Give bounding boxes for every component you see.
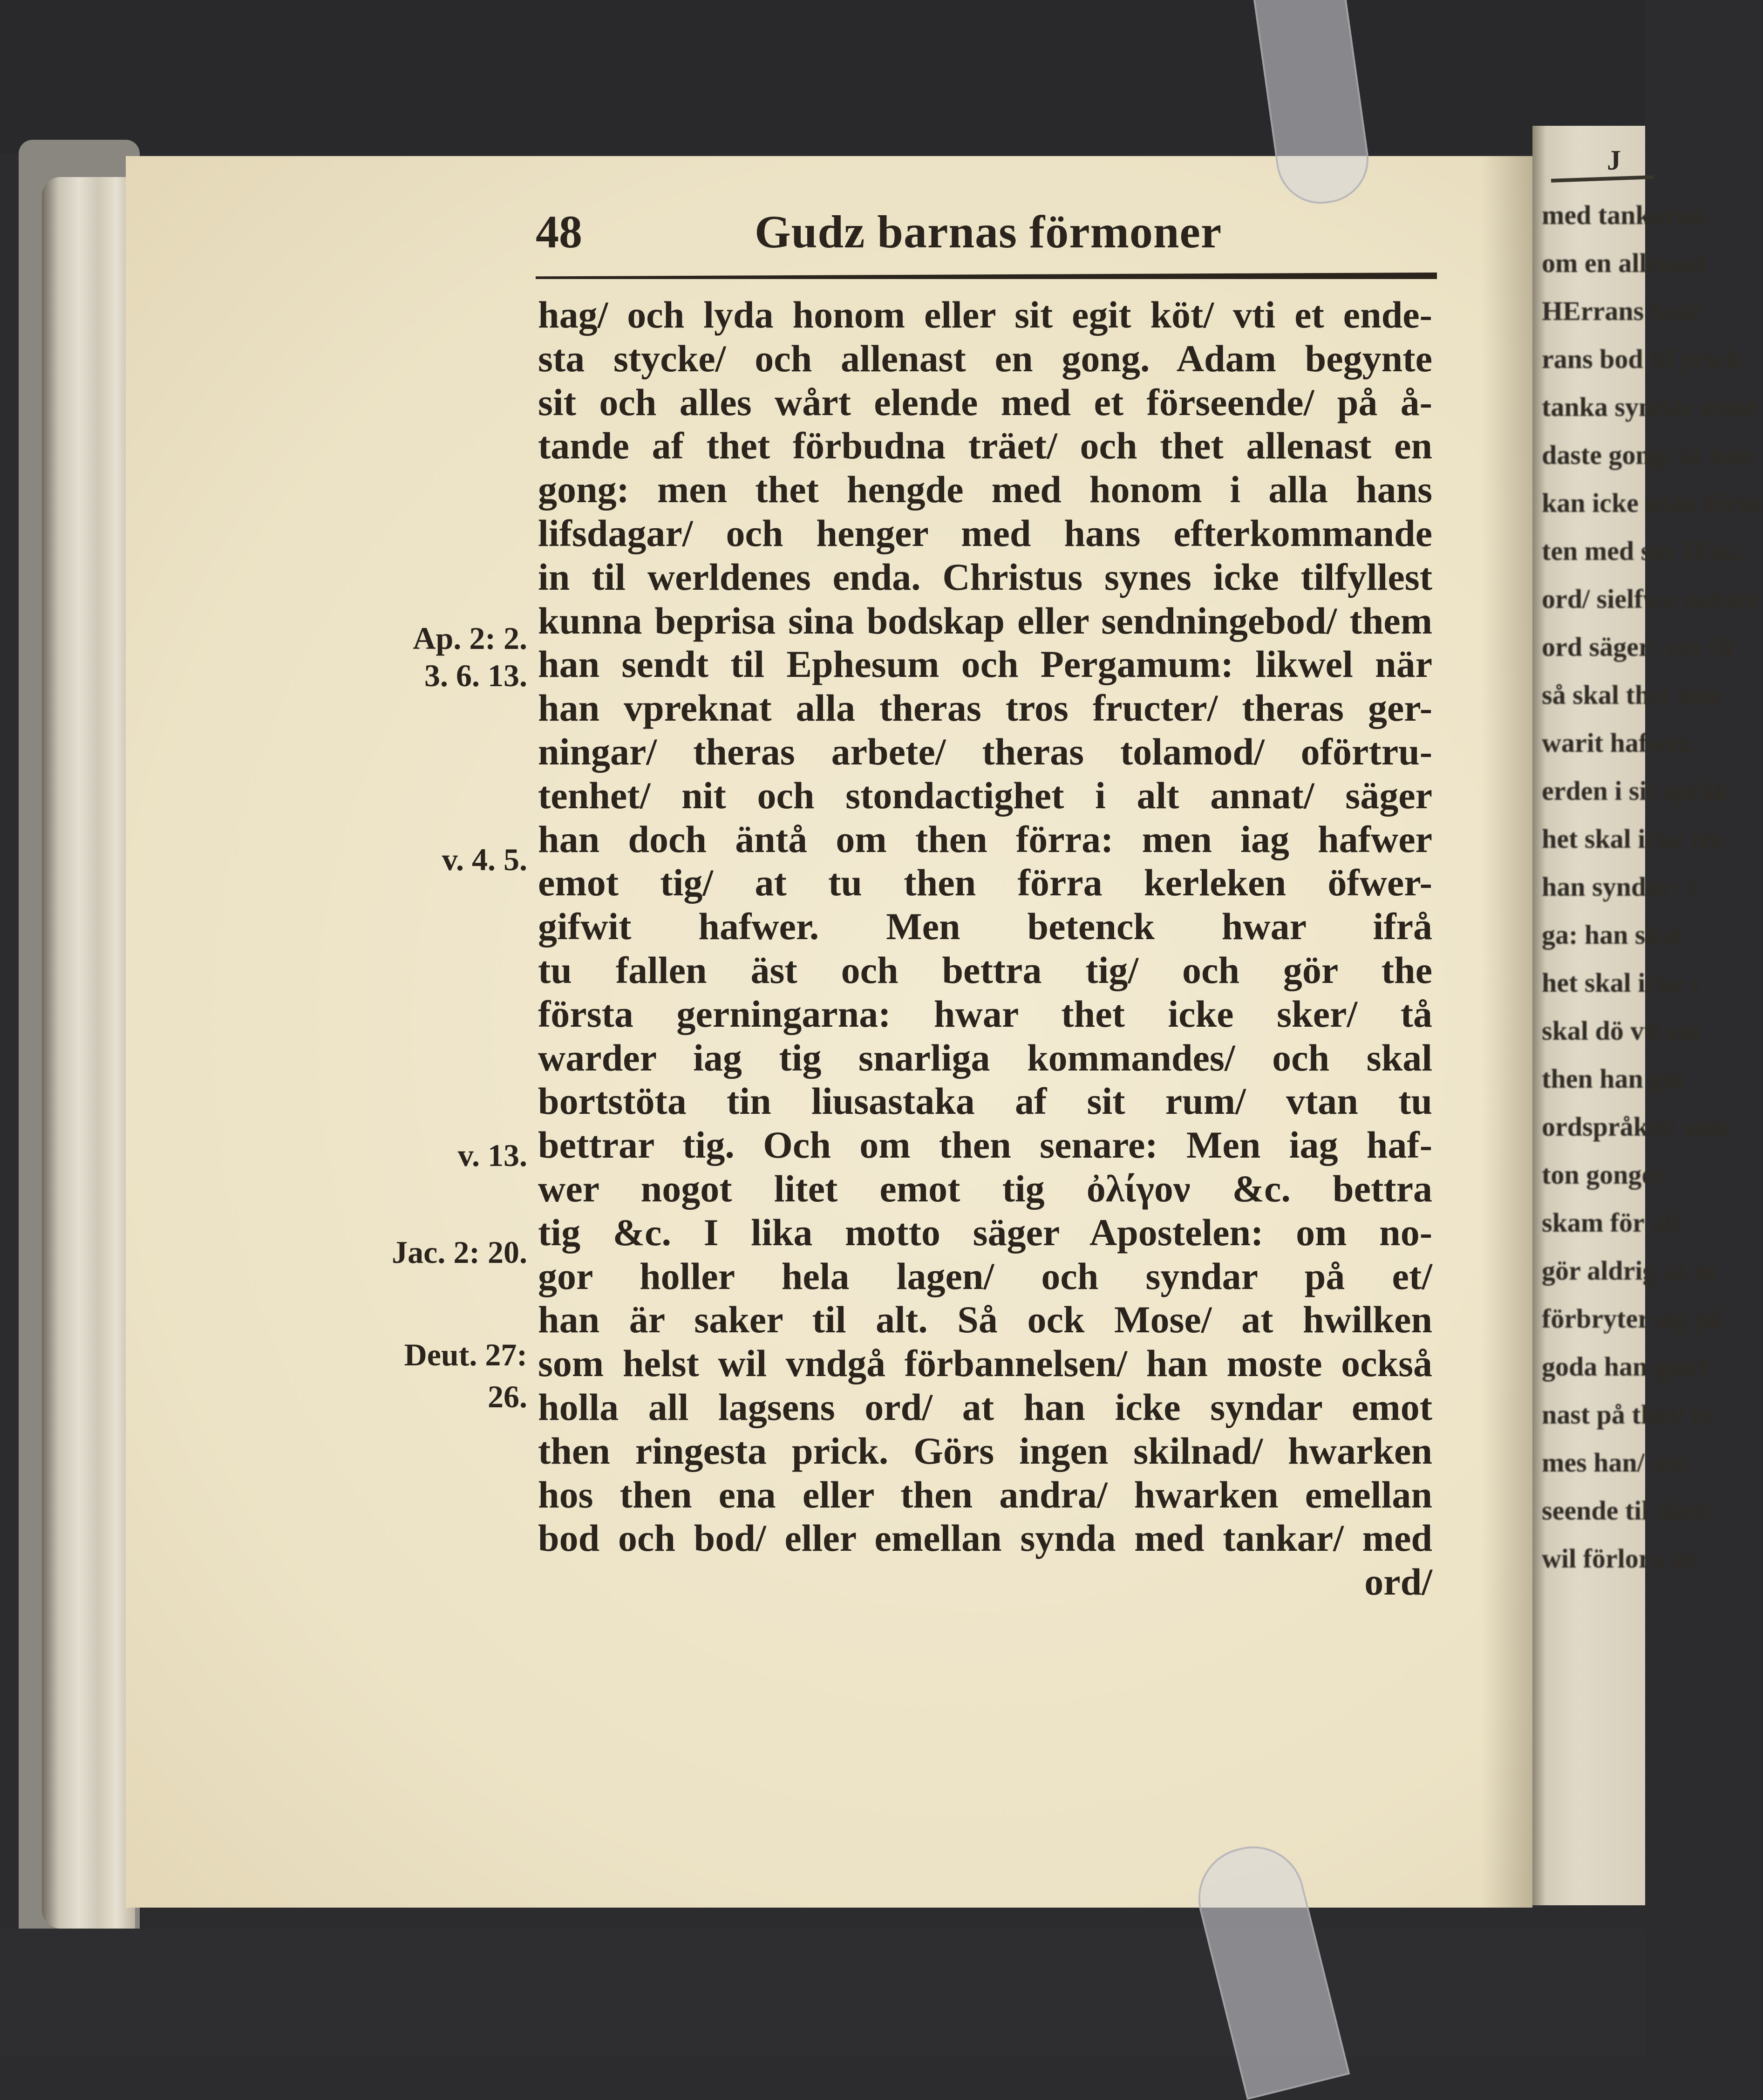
right-page-line: gör aldrig så m	[1542, 1255, 1716, 1286]
right-page-line: ord säger: om th	[1542, 632, 1733, 662]
right-page-line: daste gong/ så han	[1542, 440, 1753, 470]
right-page-line: ton gongor	[1542, 1159, 1668, 1190]
text-line: tu fallen äst och bettra tig/ och gör the	[538, 948, 1432, 991]
text-line: han doch äntå om then förra: men iag hafwer	[538, 818, 1432, 860]
margin-note: 3. 6. 13.	[424, 658, 527, 693]
text-line: gong: men thet hengde med honom i alla hans	[538, 468, 1432, 511]
text-line: lifsdagar/ och henger med hans efterkommande	[538, 511, 1432, 554]
text-line: gor holler hela lagen/ och syndar på et/	[538, 1255, 1432, 1297]
right-page-rule	[1551, 175, 1654, 183]
background-top	[0, 0, 1645, 154]
right-page-line: nast på thet/ fo	[1542, 1399, 1714, 1430]
right-page-line: så skal thet inte	[1542, 680, 1722, 710]
text-line: första gerningarna: hwar thet icke sker/ tå	[538, 992, 1432, 1035]
text-line: tande af thet förbudna träet/ och thet allenast en	[538, 424, 1432, 467]
right-page-line: mes han/ om	[1542, 1447, 1688, 1478]
right-page-line: erden i sit språk	[1542, 776, 1729, 806]
text-line: bettrar tig. Och om then senare: Men iag haf-	[538, 1124, 1432, 1166]
page-number: 48	[536, 206, 582, 258]
right-page-line: warit hafwer.	[1542, 728, 1695, 758]
text-line: han är saker til alt. Så ock Mose/ at hwilken	[538, 1298, 1432, 1341]
text-line: kunna beprisa sina bodskap eller sendningebod/ them	[538, 599, 1432, 642]
right-page-line: goda han giort	[1542, 1351, 1710, 1382]
text-line: hos then ena eller then andra/ hwarken emellan	[538, 1473, 1432, 1516]
right-page-line: skam för alt	[1542, 1207, 1681, 1238]
right-page-line: wil förlora sit	[1542, 1543, 1698, 1574]
right-page-line: med tankarna	[1542, 200, 1705, 230]
right-page-line: rans bod til prick	[1542, 344, 1743, 374]
text-line: warder iag tig snarliga kommandes/ och skal	[538, 1036, 1432, 1079]
right-page-line: then han gio	[1542, 1064, 1685, 1094]
text-line: bod och bod/ eller emellan synda med tankar/ med	[538, 1517, 1432, 1560]
text-line: sit och alles wårt elende med et förseende/ på å-	[538, 381, 1432, 423]
text-line: ord/	[1364, 1561, 1432, 1603]
text-line: sta stycke/ och allenast en gong. Adam begynte	[538, 337, 1432, 380]
right-page-line: HErrans bod/	[1542, 296, 1702, 326]
text-line: emot tig/ at tu then förra kerleken öfwer-	[538, 861, 1432, 904]
right-page-line: ordspråket/ som	[1542, 1111, 1730, 1142]
right-page-line: han syndar: t	[1542, 872, 1696, 902]
text-line: tig &c. I lika motto säger Apostelen: om no-	[538, 1211, 1432, 1254]
text-line: ningar/ theras arbete/ theras tolamod/ oförtru-	[538, 730, 1432, 773]
gutter-shadow	[1481, 156, 1532, 1908]
margin-note: v. 13.	[457, 1138, 527, 1173]
page-stack-edge	[42, 177, 135, 1929]
right-page-header: J	[1607, 145, 1621, 176]
text-line: som helst wil vndgå förbannelsen/ han moste också	[538, 1342, 1432, 1385]
text-line: bortstöta tin liusastaka af sit rum/ vtan tu	[538, 1080, 1432, 1123]
right-page-line: ga: han skal	[1542, 920, 1681, 950]
text-line: han vpreknat alla theras tros fructer/ theras ger-	[538, 687, 1432, 730]
margin-note: Deut. 27:	[404, 1337, 527, 1372]
margin-note: 26.	[488, 1379, 527, 1414]
text-line: in til werldenes enda. Christus synes icke tilfyllest	[538, 555, 1432, 598]
right-page-line: förbryter sig på	[1542, 1303, 1723, 1334]
text-line: then ringesta prick. Görs ingen skilnad/ hwarken	[538, 1429, 1432, 1472]
right-page-line: seende til thett	[1542, 1495, 1710, 1526]
margin-note: Jac. 2: 20.	[392, 1234, 527, 1270]
right-page-line: skal dö vti sin	[1542, 1016, 1701, 1046]
text-line: holla all lagsens ord/ at han icke syndar emot	[538, 1385, 1432, 1428]
right-page-line: ord/ sielfwa nature	[1542, 584, 1759, 614]
right-page-line: om en allenast	[1542, 248, 1707, 278]
page-header	[536, 205, 1435, 270]
background-bottom	[0, 1929, 1645, 2057]
body-text	[538, 293, 1432, 1604]
text-line: hag/ och lyda honom eller sit egit köt/ vti et ende-	[538, 293, 1432, 336]
right-page-line: het skal icke i	[1542, 968, 1699, 998]
text-line: han sendt til Ephesum och Pergamum: likwel när	[538, 643, 1432, 686]
right-page-text	[1542, 191, 1763, 1582]
right-page-line: ten med sin JEsu.	[1542, 536, 1745, 566]
text-line: wer nogot litet emot tig ὀλίγον &c. bettra	[538, 1167, 1432, 1210]
text-line: tenhet/ nit och stondactighet i alt annat/ säger	[538, 774, 1432, 817]
text-line: gifwit hafwer. Men betenck hwar ifrå	[538, 905, 1432, 948]
margin-note: Ap. 2: 2.	[413, 620, 527, 656]
margin-note: v. 4. 5.	[442, 842, 527, 877]
right-page	[1532, 126, 1763, 1905]
running-title: Gudz barnas förmoner	[755, 206, 1222, 258]
right-page-line: tanka syndar emot	[1542, 392, 1757, 422]
right-page-line: kan icke utan förso	[1542, 488, 1763, 518]
right-page-line: het skal icke fre	[1542, 824, 1724, 854]
